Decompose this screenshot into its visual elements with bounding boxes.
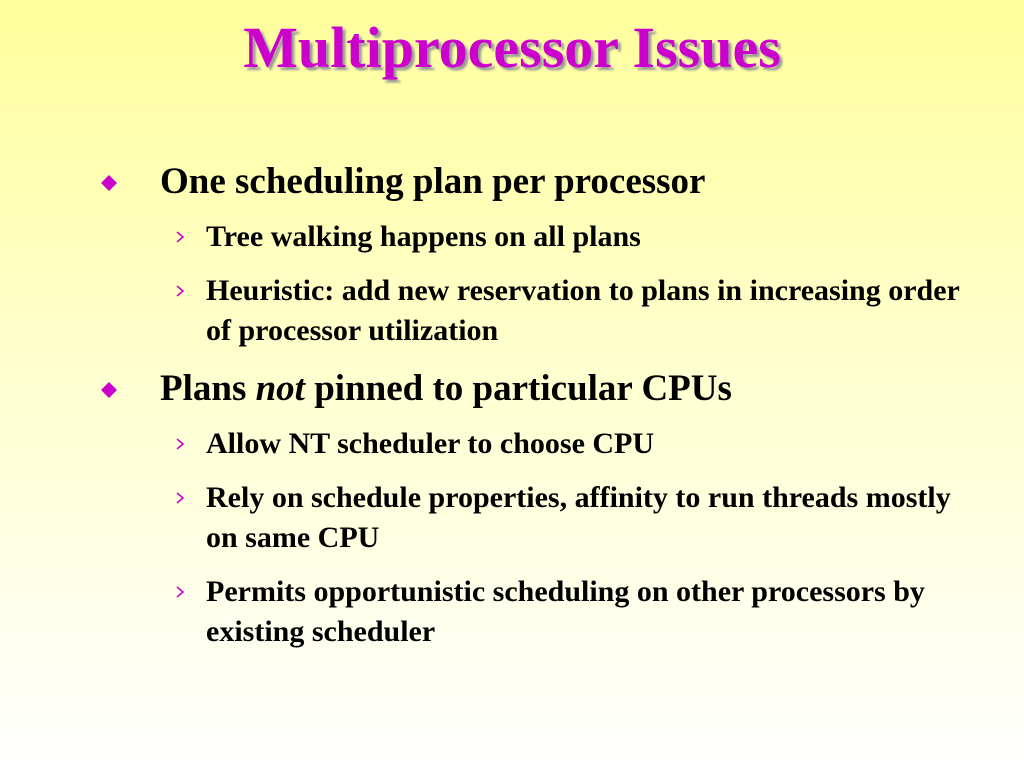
- diamond-bullet-icon: [101, 175, 117, 191]
- sub-bullet-text: Allow NT scheduler to choose CPU: [206, 427, 655, 460]
- slide-title: Multiprocessor Issues: [243, 15, 781, 80]
- sub-bullet-item: [0, 424, 1024, 464]
- chevron-right-icon: [172, 283, 188, 299]
- sub-bullet-text: Tree walking happens on all plans: [206, 220, 641, 253]
- bullet-text-emphasis: not: [255, 368, 305, 409]
- sub-bullet-item: [0, 478, 1024, 558]
- sub-bullet-text: Rely on schedule properties, affinity to run threads mostly on same CPU: [206, 481, 951, 554]
- bullet-item: [0, 158, 1024, 206]
- sub-bullet-text: Permits opportunistic scheduling on other processors by existing scheduler: [206, 575, 925, 648]
- bullet-text-suffix: pinned to particular CPUs: [304, 368, 732, 409]
- chevron-right-icon: [172, 490, 188, 506]
- diamond-bullet-icon: [101, 382, 117, 398]
- chevron-right-icon: [172, 229, 188, 245]
- sub-bullet-item: [0, 271, 1024, 351]
- chevron-right-icon: [172, 436, 188, 452]
- sub-bullet-item: [0, 217, 1024, 257]
- bullet-item: [0, 365, 1024, 413]
- sub-bullet-item: [0, 572, 1024, 652]
- slide-body: [0, 158, 1024, 666]
- bullet-text: One scheduling plan per processor: [160, 161, 706, 202]
- chevron-right-icon: [172, 584, 188, 600]
- bullet-text-prefix: Plans: [160, 368, 256, 409]
- sub-bullet-text: Heuristic: add new reservation to plans in increasing order of processor utilization: [206, 274, 960, 347]
